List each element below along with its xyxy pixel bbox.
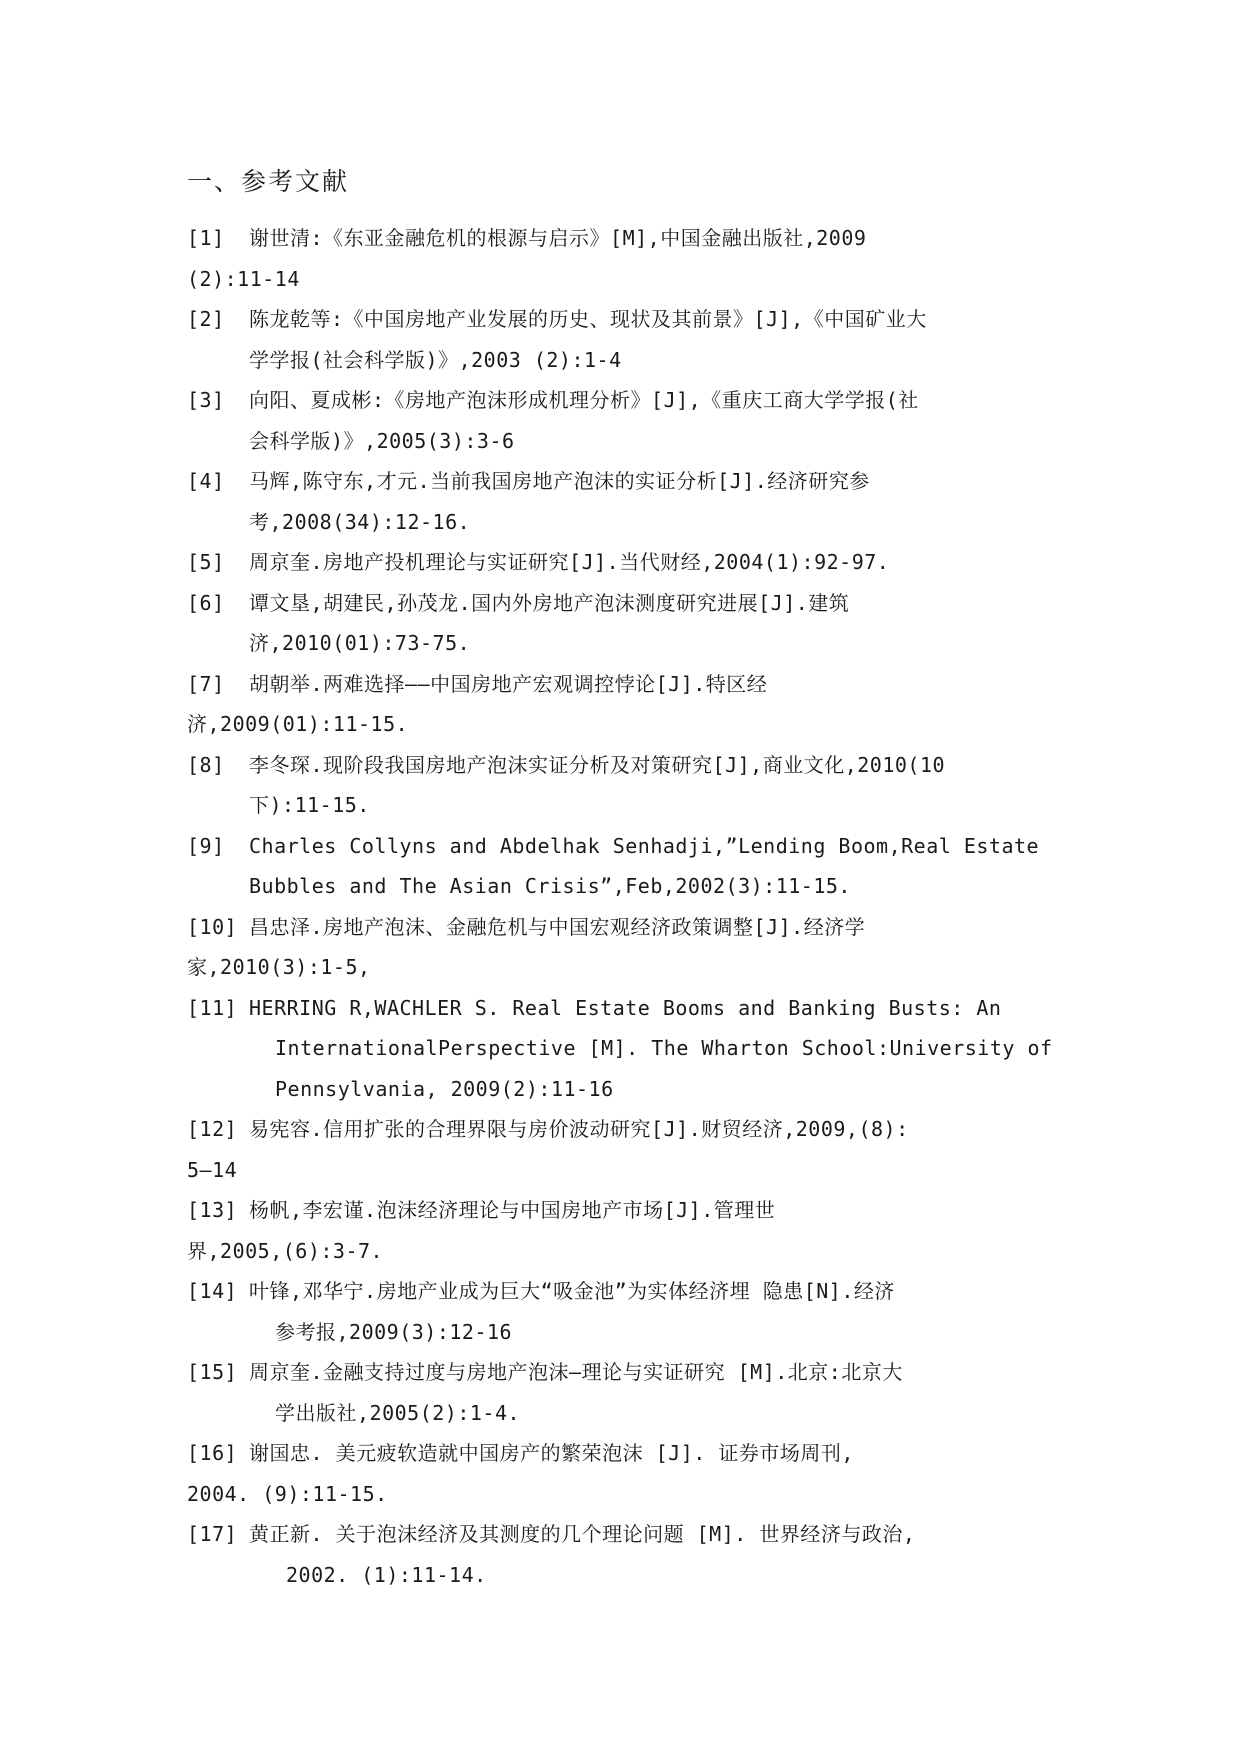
reference-text: 叶锋,邓华宁.房地产业成为巨大“吸金池”为实体经济埋 隐患[N].经济 xyxy=(249,1279,895,1303)
reference-number: [11] xyxy=(187,995,238,1020)
reference-text: 下):11-15. xyxy=(249,793,370,817)
reference-item xyxy=(187,1271,1057,1352)
reference-item xyxy=(187,1352,1057,1433)
reference-text: 谭文垦,胡建民,孙茂龙.国内外房地产泡沫测度研究进展[J].建筑 xyxy=(249,590,850,615)
reference-text: 会科学版)》,2005(3):3-6 xyxy=(249,428,515,453)
reference-text: 胡朝举.两难选择——中国房地产宏观调控悖论[J].特区经 xyxy=(249,671,768,696)
reference-number: [6] xyxy=(187,590,225,615)
reference-text: 参考报,2009(3):12-16 xyxy=(275,1319,513,1344)
reference-number: [13] xyxy=(187,1198,238,1222)
reference-item xyxy=(187,1433,1057,1514)
reference-number: [2] xyxy=(187,307,225,331)
reference-number: [15] xyxy=(187,1360,238,1384)
reference-text: 济,2010(01):73-75. xyxy=(249,631,471,655)
reference-text: 易宪容.信用扩张的合理界限与房价波动研究[J].财贸经济,2009,(8): xyxy=(249,1117,909,1141)
reference-number: [4] xyxy=(187,469,225,493)
reference-item xyxy=(187,583,1057,664)
reference-text: 马辉,陈守东,才元.当前我国房地产泡沫的实证分析[J].经济研究参 xyxy=(249,469,870,493)
reference-item xyxy=(187,988,1057,1110)
section-heading: 一、参考文献 xyxy=(187,167,350,196)
reference-text: InternationalPerspective [M]. The Wharton School:University of xyxy=(275,1036,1053,1060)
reference-text: 周京奎.金融支持过度与房地产泡沫—理论与实证研究 [M].北京:北京大 xyxy=(249,1360,903,1384)
reference-item xyxy=(187,826,1057,907)
reference-text: 谢世清:《东亚金融危机的根源与启示》[M],中国金融出版社,2009 xyxy=(249,226,867,250)
reference-text: 学学报(社会科学版)》,2003 (2):1-4 xyxy=(249,347,622,372)
reference-item xyxy=(187,1190,1057,1271)
reference-item xyxy=(187,542,1057,583)
reference-text: 昌忠泽.房地产泡沫、金融危机与中国宏观经济政策调整[J].经济学 xyxy=(249,914,866,939)
reference-item xyxy=(187,461,1057,542)
reference-text: Pennsylvania, 2009(2):11-16 xyxy=(275,1076,614,1101)
reference-text: 向阳、夏成彬:《房地产泡沫形成机理分析》[J],《重庆工商大学学报(社 xyxy=(249,388,919,412)
reference-text: 周京奎.房地产投机理论与实证研究[J].当代财经,2004(1):92-97. xyxy=(249,550,890,574)
reference-item xyxy=(187,299,1057,380)
reference-number: [14] xyxy=(187,1279,238,1303)
reference-item xyxy=(187,907,1057,988)
reference-number: [5] xyxy=(187,550,225,574)
reference-number: [8] xyxy=(187,752,225,777)
reference-number: [10] xyxy=(187,914,238,939)
reference-text: 界,2005,(6):3-7. xyxy=(187,1238,384,1263)
reference-number: [17] xyxy=(187,1522,238,1546)
reference-text: 5—14 xyxy=(187,1157,238,1182)
reference-text: 考,2008(34):12-16. xyxy=(249,509,471,534)
reference-text: 谢国忠. 美元疲软造就中国房产的繁荣泡沫 [J]. 证券市场周刊, xyxy=(249,1441,854,1465)
reference-text: 杨帆,李宏谨.泡沫经济理论与中国房地产市场[J].管理世 xyxy=(249,1198,776,1222)
reference-item xyxy=(187,664,1057,745)
reference-text: 黄正新. 关于泡沫经济及其测度的几个理论问题 [M]. 世界经济与政治, xyxy=(249,1522,916,1546)
reference-text: 2004. (9):11-15. xyxy=(187,1481,388,1506)
reference-item xyxy=(187,380,1057,461)
reference-number: [7] xyxy=(187,671,225,696)
reference-text: Bubbles and The Asian Crisis”,Feb,2002(3):11-15. xyxy=(249,874,851,898)
reference-number: [3] xyxy=(187,388,225,412)
reference-text: HERRING R,WACHLER S. Real Estate Booms and Banking Busts: An xyxy=(249,995,1002,1020)
reference-text: 2002. (1):11-14. xyxy=(286,1562,487,1587)
reference-item xyxy=(187,218,1057,299)
reference-item xyxy=(187,1514,1057,1595)
reference-text: 学出版社,2005(2):1-4. xyxy=(275,1400,521,1425)
reference-item xyxy=(187,1109,1057,1190)
reference-item xyxy=(187,745,1057,826)
reference-text: 济,2009(01):11-15. xyxy=(187,712,409,736)
reference-number: [1] xyxy=(187,226,225,250)
reference-number: [16] xyxy=(187,1441,238,1465)
reference-text: 家,2010(3):1-5, xyxy=(187,955,371,979)
reference-text: (2):11-14 xyxy=(187,266,300,291)
reference-number: [12] xyxy=(187,1117,238,1141)
reference-text: 陈龙乾等:《中国房地产业发展的历史、现状及其前景》[J],《中国矿业大 xyxy=(249,307,927,331)
reference-text: Charles Collyns and Abdelhak Senhadji,”Lending Boom,Real Estate xyxy=(249,833,1040,858)
reference-number: [9] xyxy=(187,833,225,858)
reference-list xyxy=(187,218,1057,1595)
reference-text: 李冬琛.现阶段我国房地产泡沫实证分析及对策研究[J],商业文化,2010(10 xyxy=(249,752,946,777)
